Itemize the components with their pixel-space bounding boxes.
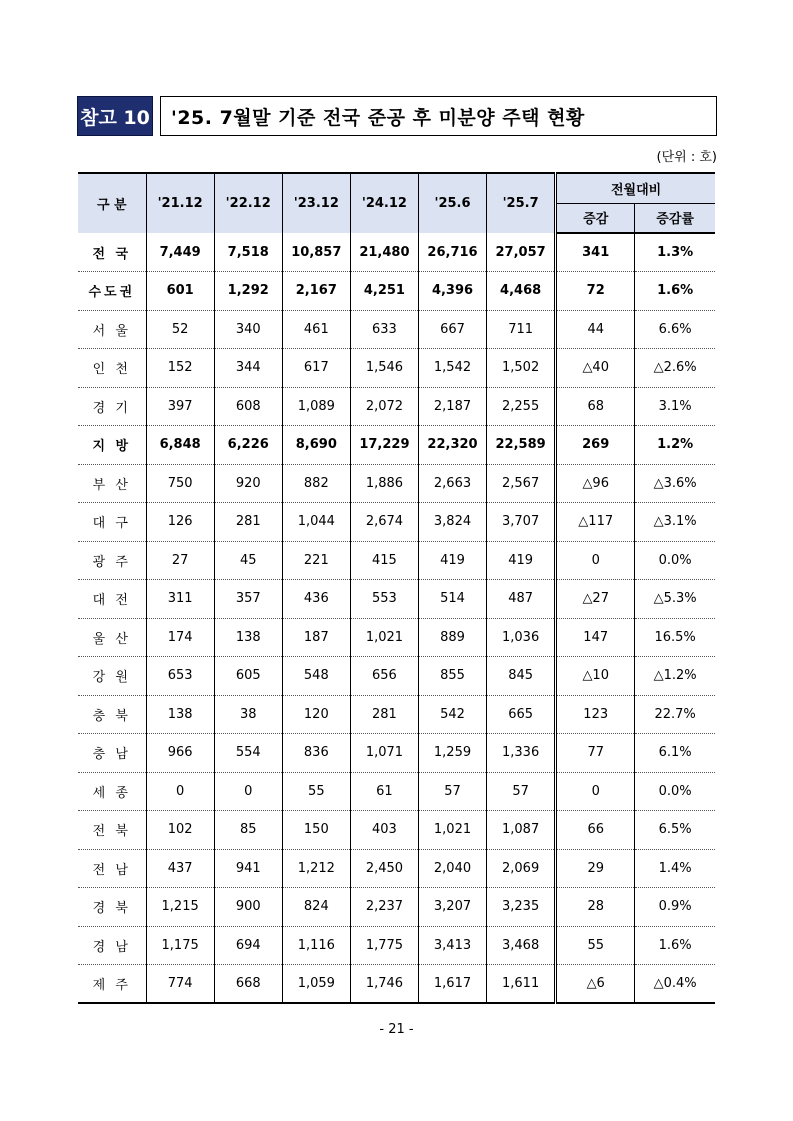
header-monthly-change: 전월대비 — [556, 173, 715, 203]
table-row — [78, 541, 715, 580]
value-cell: 187 — [282, 618, 350, 657]
value-cell: 4,396 — [418, 272, 486, 311]
value-cell: 1,116 — [282, 926, 350, 965]
value-cell: 22,320 — [418, 426, 486, 465]
region-cell: 전 북 — [78, 811, 146, 850]
change-cell: △117 — [556, 503, 635, 542]
value-cell: 608 — [214, 387, 282, 426]
value-cell: 514 — [418, 580, 486, 619]
header-category: 구 분 — [78, 173, 146, 233]
change-cell: 0 — [556, 772, 635, 811]
value-cell: 152 — [146, 349, 214, 388]
change-rate-cell: 0.9% — [635, 888, 715, 927]
change-rate-cell: △2.6% — [635, 349, 715, 388]
value-cell: 57 — [487, 772, 556, 811]
value-cell: 3,207 — [418, 888, 486, 927]
value-cell: 397 — [146, 387, 214, 426]
value-cell: 941 — [214, 849, 282, 888]
value-cell: 10,857 — [282, 233, 350, 272]
value-cell: 667 — [418, 310, 486, 349]
value-cell: 1,775 — [350, 926, 418, 965]
header-period: '25.6 — [418, 173, 486, 233]
change-cell: 44 — [556, 310, 635, 349]
value-cell: 668 — [214, 965, 282, 1004]
value-cell: 845 — [487, 657, 556, 696]
value-cell: 2,255 — [487, 387, 556, 426]
region-cell: 경 기 — [78, 387, 146, 426]
change-cell: 0 — [556, 541, 635, 580]
value-cell: 461 — [282, 310, 350, 349]
table-row — [78, 772, 715, 811]
change-rate-cell: △3.6% — [635, 464, 715, 503]
change-rate-cell: △3.1% — [635, 503, 715, 542]
value-cell: 120 — [282, 695, 350, 734]
value-cell: 7,449 — [146, 233, 214, 272]
value-cell: 1,542 — [418, 349, 486, 388]
value-cell: 0 — [146, 772, 214, 811]
value-cell: 2,069 — [487, 849, 556, 888]
change-cell: 28 — [556, 888, 635, 927]
change-cell: △40 — [556, 349, 635, 388]
table-row — [78, 310, 715, 349]
value-cell: 1,611 — [487, 965, 556, 1004]
value-cell: 4,251 — [350, 272, 418, 311]
table-row — [78, 272, 715, 311]
change-rate-cell: 0.0% — [635, 541, 715, 580]
change-cell: 341 — [556, 233, 635, 272]
change-cell: 66 — [556, 811, 635, 850]
region-cell: 지 방 — [78, 426, 146, 465]
region-cell: 충 북 — [78, 695, 146, 734]
unsold-housing-table — [78, 172, 715, 1004]
value-cell: 2,237 — [350, 888, 418, 927]
value-cell: 1,259 — [418, 734, 486, 773]
change-cell: △27 — [556, 580, 635, 619]
region-cell: 수도권 — [78, 272, 146, 311]
value-cell: 487 — [487, 580, 556, 619]
change-rate-cell: 6.5% — [635, 811, 715, 850]
value-cell: 542 — [418, 695, 486, 734]
table-row — [78, 695, 715, 734]
value-cell: 27 — [146, 541, 214, 580]
value-cell: 1,336 — [487, 734, 556, 773]
header-period: '24.12 — [350, 173, 418, 233]
value-cell: 548 — [282, 657, 350, 696]
value-cell: 357 — [214, 580, 282, 619]
value-cell: 174 — [146, 618, 214, 657]
region-cell: 대 구 — [78, 503, 146, 542]
region-cell: 강 원 — [78, 657, 146, 696]
change-cell: △10 — [556, 657, 635, 696]
table-row — [78, 426, 715, 465]
value-cell: 1,175 — [146, 926, 214, 965]
table-row — [78, 387, 715, 426]
table-row — [78, 349, 715, 388]
change-rate-cell: 1.3% — [635, 233, 715, 272]
table-row — [78, 503, 715, 542]
value-cell: 437 — [146, 849, 214, 888]
value-cell: 554 — [214, 734, 282, 773]
value-cell: 1,617 — [418, 965, 486, 1004]
value-cell: 138 — [214, 618, 282, 657]
value-cell: 27,057 — [487, 233, 556, 272]
value-cell: 1,212 — [282, 849, 350, 888]
value-cell: 694 — [214, 926, 282, 965]
value-cell: 855 — [418, 657, 486, 696]
change-rate-cell: 22.7% — [635, 695, 715, 734]
value-cell: 900 — [214, 888, 282, 927]
value-cell: 3,468 — [487, 926, 556, 965]
value-cell: 1,215 — [146, 888, 214, 927]
region-cell: 경 북 — [78, 888, 146, 927]
value-cell: 1,502 — [487, 349, 556, 388]
value-cell: 22,589 — [487, 426, 556, 465]
value-cell: 1,036 — [487, 618, 556, 657]
change-rate-cell: 6.1% — [635, 734, 715, 773]
region-cell: 광 주 — [78, 541, 146, 580]
change-rate-cell: 1.6% — [635, 926, 715, 965]
value-cell: 1,087 — [487, 811, 556, 850]
value-cell: 774 — [146, 965, 214, 1004]
region-cell: 제 주 — [78, 965, 146, 1004]
value-cell: 61 — [350, 772, 418, 811]
value-cell: 617 — [282, 349, 350, 388]
value-cell: 3,707 — [487, 503, 556, 542]
value-cell: 8,690 — [282, 426, 350, 465]
value-cell: 1,546 — [350, 349, 418, 388]
value-cell: 6,226 — [214, 426, 282, 465]
value-cell: 553 — [350, 580, 418, 619]
value-cell: 21,480 — [350, 233, 418, 272]
header-change-rate: 증감률 — [635, 203, 715, 233]
table-row — [78, 888, 715, 927]
value-cell: 221 — [282, 541, 350, 580]
change-cell: 72 — [556, 272, 635, 311]
value-cell: 1,292 — [214, 272, 282, 311]
value-cell: 601 — [146, 272, 214, 311]
value-cell: 966 — [146, 734, 214, 773]
value-cell: 2,072 — [350, 387, 418, 426]
region-cell: 경 남 — [78, 926, 146, 965]
table-row — [78, 965, 715, 1004]
region-cell: 서 울 — [78, 310, 146, 349]
value-cell: 45 — [214, 541, 282, 580]
value-cell: 3,413 — [418, 926, 486, 965]
header-period: '21.12 — [146, 173, 214, 233]
change-rate-cell: △0.4% — [635, 965, 715, 1004]
page-number: - 21 - — [379, 1022, 414, 1037]
value-cell: 2,567 — [487, 464, 556, 503]
change-cell: 29 — [556, 849, 635, 888]
change-cell: △96 — [556, 464, 635, 503]
value-cell: 38 — [214, 695, 282, 734]
header-period: '25.7 — [487, 173, 556, 233]
value-cell: 920 — [214, 464, 282, 503]
value-cell: 55 — [282, 772, 350, 811]
table-row — [78, 734, 715, 773]
value-cell: 1,021 — [350, 618, 418, 657]
value-cell: 824 — [282, 888, 350, 927]
value-cell: 150 — [282, 811, 350, 850]
region-cell: 울 산 — [78, 618, 146, 657]
value-cell: 1,044 — [282, 503, 350, 542]
value-cell: 102 — [146, 811, 214, 850]
region-cell: 전 국 — [78, 233, 146, 272]
change-rate-cell: 1.6% — [635, 272, 715, 311]
value-cell: 138 — [146, 695, 214, 734]
value-cell: 436 — [282, 580, 350, 619]
value-cell: 1,059 — [282, 965, 350, 1004]
value-cell: 281 — [214, 503, 282, 542]
value-cell: 311 — [146, 580, 214, 619]
change-cell: 55 — [556, 926, 635, 965]
change-cell: 77 — [556, 734, 635, 773]
title-section — [77, 96, 717, 136]
header-period: '22.12 — [214, 173, 282, 233]
change-cell: 269 — [556, 426, 635, 465]
change-cell: △6 — [556, 965, 635, 1004]
change-rate-cell: 0.0% — [635, 772, 715, 811]
value-cell: 344 — [214, 349, 282, 388]
header-period: '23.12 — [282, 173, 350, 233]
value-cell: 0 — [214, 772, 282, 811]
value-cell: 656 — [350, 657, 418, 696]
change-rate-cell: △1.2% — [635, 657, 715, 696]
table-row — [78, 618, 715, 657]
change-cell: 147 — [556, 618, 635, 657]
value-cell: 3,824 — [418, 503, 486, 542]
value-cell: 2,040 — [418, 849, 486, 888]
value-cell: 2,450 — [350, 849, 418, 888]
page-title: '25. 7월말 기준 전국 준공 후 미분양 주택 현황 — [160, 96, 717, 136]
region-cell: 대 전 — [78, 580, 146, 619]
change-cell: 68 — [556, 387, 635, 426]
table-row — [78, 580, 715, 619]
value-cell: 1,886 — [350, 464, 418, 503]
value-cell: 2,187 — [418, 387, 486, 426]
value-cell: 665 — [487, 695, 556, 734]
value-cell: 52 — [146, 310, 214, 349]
value-cell: 7,518 — [214, 233, 282, 272]
value-cell: 1,071 — [350, 734, 418, 773]
region-cell: 인 천 — [78, 349, 146, 388]
change-cell: 123 — [556, 695, 635, 734]
header-change: 증감 — [556, 203, 635, 233]
table-row — [78, 849, 715, 888]
region-cell: 부 산 — [78, 464, 146, 503]
value-cell: 653 — [146, 657, 214, 696]
value-cell: 57 — [418, 772, 486, 811]
value-cell: 6,848 — [146, 426, 214, 465]
value-cell: 889 — [418, 618, 486, 657]
value-cell: 2,167 — [282, 272, 350, 311]
value-cell: 126 — [146, 503, 214, 542]
value-cell: 415 — [350, 541, 418, 580]
table-row — [78, 464, 715, 503]
value-cell: 26,716 — [418, 233, 486, 272]
value-cell: 4,468 — [487, 272, 556, 311]
reference-badge: 참고 10 — [77, 96, 153, 136]
region-cell: 전 남 — [78, 849, 146, 888]
value-cell: 836 — [282, 734, 350, 773]
value-cell: 340 — [214, 310, 282, 349]
value-cell: 403 — [350, 811, 418, 850]
value-cell: 419 — [418, 541, 486, 580]
table-body — [78, 233, 715, 1003]
value-cell: 882 — [282, 464, 350, 503]
table-row — [78, 657, 715, 696]
change-rate-cell: 1.4% — [635, 849, 715, 888]
change-rate-cell: 1.2% — [635, 426, 715, 465]
value-cell: 419 — [487, 541, 556, 580]
value-cell: 2,663 — [418, 464, 486, 503]
value-cell: 711 — [487, 310, 556, 349]
table-row — [78, 811, 715, 850]
unit-label: (단위 : 호) — [656, 150, 717, 165]
change-rate-cell: 16.5% — [635, 618, 715, 657]
value-cell: 17,229 — [350, 426, 418, 465]
value-cell: 633 — [350, 310, 418, 349]
value-cell: 1,089 — [282, 387, 350, 426]
region-cell: 세 종 — [78, 772, 146, 811]
value-cell: 1,021 — [418, 811, 486, 850]
change-rate-cell: 6.6% — [635, 310, 715, 349]
table-row — [78, 233, 715, 272]
value-cell: 2,674 — [350, 503, 418, 542]
value-cell: 281 — [350, 695, 418, 734]
value-cell: 750 — [146, 464, 214, 503]
value-cell: 605 — [214, 657, 282, 696]
change-rate-cell: 3.1% — [635, 387, 715, 426]
region-cell: 충 남 — [78, 734, 146, 773]
value-cell: 3,235 — [487, 888, 556, 927]
value-cell: 85 — [214, 811, 282, 850]
table-row — [78, 926, 715, 965]
value-cell: 1,746 — [350, 965, 418, 1004]
change-rate-cell: △5.3% — [635, 580, 715, 619]
